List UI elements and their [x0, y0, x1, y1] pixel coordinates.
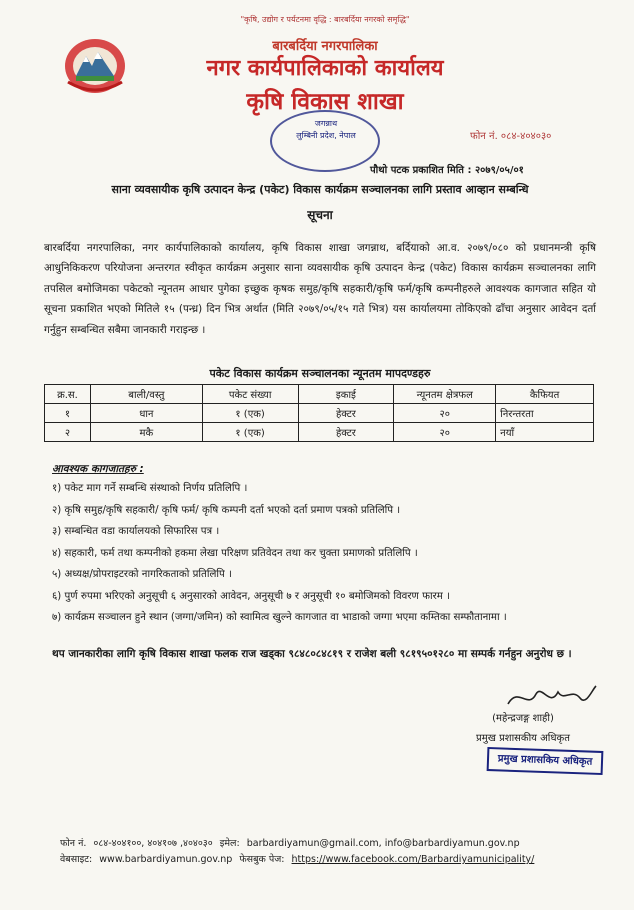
table-cell: १ (एक) [202, 423, 298, 442]
stamp-line: जगन्नाथ [314, 119, 338, 128]
list-item: १) पकेट माग गर्ने सम्बन्धि संस्थाको निर्णय प्रतिलिपि । [52, 483, 248, 494]
criteria-table-title: पकेट विकास कार्यक्रम सञ्चालनका न्यूनतम मापदण्डहरु [209, 367, 431, 380]
table-cell: धान [90, 404, 202, 423]
table-cell: १ (एक) [202, 404, 298, 423]
list-item: ६) पुर्ण रुपमा भरिएको अनुसूची ६ अनुसारको आवेदन, अनुसूची ७ र अनुसूची १० बमोजिमको विवरण फारम । [52, 590, 450, 602]
list-item: २) कृषि समुह/कृषि सहकारी/ कृषि फर्म/ कृषि कम्पनी दर्ता भएको दर्ता प्रमाण पत्रको प्रतिलिपि । [52, 504, 401, 516]
table-cell: २ [45, 423, 91, 442]
contact-note: थप जानकारीका लागि कृषि विकास शाखा फलक राज खड्का ९८४८०८४८१९ र राजेश बली ९८१९५०१२८० मा सम्पर्क गर्नहुन अनुरोध छ । [52, 648, 572, 660]
nepal-emblem-icon [62, 34, 128, 96]
footer-contact [60, 836, 620, 849]
criteria-table [44, 384, 594, 442]
table-row [45, 423, 594, 442]
table-cell: निरन्तरता [496, 404, 594, 423]
header-phone: फोन नं. ०८४-४०४०३० [470, 131, 552, 142]
notice-body: बारबर्दिया नगरपालिका, नगर कार्यपालिकाको कार्यालय, कृषि विकास शाखा जगन्नाथ, बर्दियाको आ.व. २०७९/०८० को प्रधानमन्त्री कृषि आधुनिकिकरण परियोजना अन्तरगत स्वीकृत कार्यक्रम अनुसार साना व्यवसायीक कृषि उत्पादन केन्द्र (पकेट) विकास कार्यक्रम सञ्चालनका लागि तपसिल बमोजिमका पकेटको न्यूनतम आधार पुगेका इच्छुक कृषक समुह/कृषि सहकारी/कृषि फर्म/कृषि कम्पनीहरुले आवश्यक कागजात सहित यो सूचना प्रकाशित भएको मितिले १५ (पन्ध्र) दिन भित्र अर्थात (मिति २०७९/०५/१५ गते भित्र) यस कार्यालयमा तोकिएको ढाँचा अनुसार आवेदन दर्ता गर्नुहुन सम्बन्धित सबैमा जानकारी गराइन्छ । [44, 242, 596, 336]
publication-date: पौथो पटक प्रकाशित मिति : २०७९/०५/०१ [370, 165, 524, 176]
table-cell: १ [45, 404, 91, 423]
list-item: ३) सम्बन्धित वडा कार्यालयको सिफारिस पत्र । [52, 526, 220, 537]
footer-web [60, 852, 620, 865]
notice-subject: साना व्यवसायीक कृषि उत्पादन केन्द्र (पकेट) विकास कार्यक्रम सञ्चालनका लागि प्रस्ताव आव्हान सम्बन्धि [111, 183, 529, 196]
table-cell: हेक्टर [298, 404, 394, 423]
column-header: न्यूनतम क्षेत्रफल [394, 385, 496, 404]
signature-icon [500, 680, 600, 714]
footer-website-label: वेबसाइट: [60, 854, 93, 865]
office-name: नगर कार्यपालिकाको कार्यालय [206, 56, 444, 81]
table-cell: २० [394, 404, 496, 423]
list-item: ४) सहकारी, फर्म तथा कम्पनीको हकमा लेखा परिक्षण प्रतिवेदन तथा कर चुक्ता प्रमाणको प्रतिलिपि । [52, 547, 418, 559]
signatory-title: प्रमुख प्रशासकीय अधिकृत [476, 733, 570, 744]
table-cell: २० [394, 423, 496, 442]
column-header: बाली/वस्तु [90, 385, 202, 404]
branch-name: कृषि विकास शाखा [246, 89, 404, 115]
footer-email-label: इमेल: [219, 838, 240, 849]
column-header: इकाई [298, 385, 394, 404]
footer-facebook-link: https://www.facebook.com/Barbardiyamunicipality/ [291, 854, 535, 865]
footer-facebook-label: फेसबुक पेज: [239, 854, 285, 865]
table-cell: नयाँ [496, 423, 594, 442]
notice-title: सूचना [307, 208, 333, 222]
documents-heading: आवश्यक कागजातहरु : [52, 463, 144, 475]
footer-phone-label: फोन नं. [60, 838, 87, 849]
table-row [45, 404, 594, 423]
office-stamp-text [278, 118, 374, 142]
designation-stamp: प्रमुख प्रशासकिय अधिकृत [487, 747, 604, 775]
footer-phones: ०८४-४०४१००, ४०४१०७ ,४०४०३० [93, 838, 213, 849]
column-header: पकेट संख्या [202, 385, 298, 404]
table-header-row [45, 385, 594, 404]
documents-list [52, 478, 600, 629]
footer-emails: barbardiyamun@gmail.com, info@barbardiyamun.gov.np [246, 838, 520, 849]
column-header: कैफियत [496, 385, 594, 404]
motto: "कृषि, उद्योग र पर्यटनमा वृद्धि : बारबर्दिया नगरको समृद्धि" [240, 15, 410, 24]
municipality-name: बारबर्दिया नगरपालिका [272, 39, 378, 54]
stamp-line: लुम्बिनी प्रदेश, नेपाल [296, 131, 356, 140]
signatory-name: (महेन्द्रजङ्ग शाही) [492, 713, 554, 724]
column-header: क्र.स. [45, 385, 91, 404]
list-item: ५) अध्यक्ष/प्रोपराइटरको नागरिकताको प्रतिलिपि । [52, 569, 232, 580]
table-cell: हेक्टर [298, 423, 394, 442]
footer-website: www.barbardiyamun.gov.np [99, 854, 233, 865]
table-cell: मकै [90, 423, 202, 442]
list-item: ७) कार्यक्रम सञ्चालन हुने स्थान (जग्गा/जमिन) को स्वामित्व खुल्ने कागजात वा भाडाको जग्गा भएमा कम्तिका सम्फौतानामा । [52, 612, 507, 623]
